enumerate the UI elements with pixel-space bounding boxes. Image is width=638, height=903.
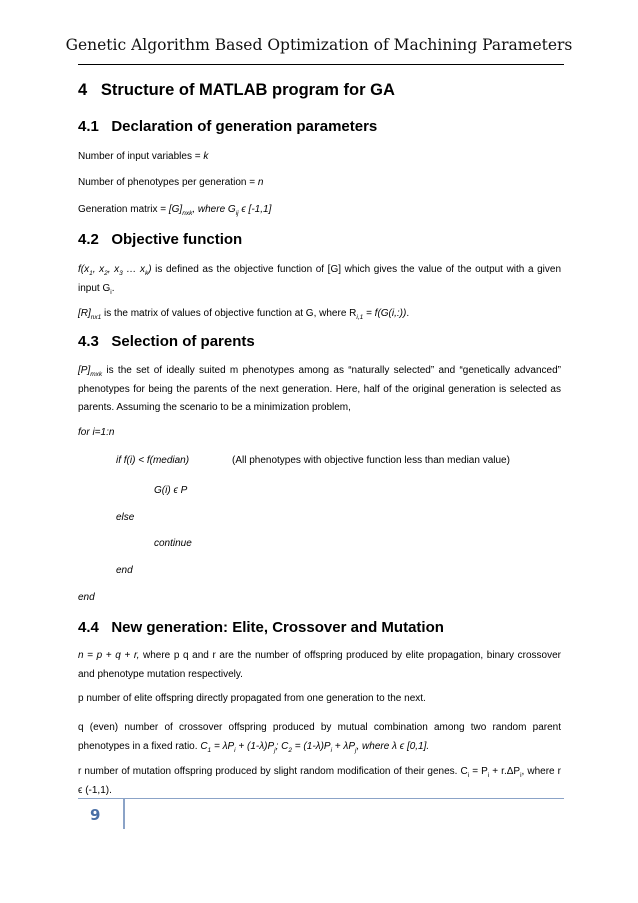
code-else: else: [116, 512, 135, 523]
crossover-offspring-paragraph: q (even) number of crossover offspring produced by mutual combination among two random parent phenotypes in a fixed ratio. $C_1 = \lambda P_i + (1-\lambda)P_j$; $C_2 = (1-\lambda)P_i + \lambda P_j$, where λ ϵ [0,1].: [78, 722, 561, 754]
section-4-1-heading: 4.1 Declaration of generation parameters: [78, 118, 378, 135]
mutation-offspring-paragraph: r number of mutation offspring produced by slight random modification of their genes. $C_i = P_i + r.\Delta P_i$, where r ϵ (-1,1).: [78, 766, 561, 796]
section-4-2-heading: 4.2 Objective function: [78, 231, 243, 248]
running-header: Genetic Algorithm Based Optimization of Machining Parameters: [65, 36, 573, 54]
param-generation-matrix: Generation matrix = $[G]_{nxk}$, where $G_{ij}$ ϵ [-1,1]: [78, 204, 272, 217]
page-number: 9: [90, 806, 101, 824]
code-continue: continue: [154, 538, 192, 549]
objective-function-definition: $f(x_1$, $x_2$, $x_3$ … $x_k$) is defined as the objective function of [G] which gives the value of the output with a given input $G_i$.: [78, 264, 562, 296]
code-end-outer: end: [78, 592, 95, 603]
generation-size-paragraph: n = p + q + r, where p q and r are the number of offspring produced by elite propagation, binary crossover and phenotype mutation respectively.: [78, 650, 561, 680]
parent-selection-paragraph: $[P]_{mxk}$ is the set of ideally suited m phenotypes among as “naturally selected” and “genetically advanced” phenotypes for being the parents of the next generation. Here, half of the original generation is selected as parents. Assuming the scenario to be a minimization problem,: [78, 365, 561, 413]
code-if-condition: if f(i) < f(median): [116, 455, 190, 466]
code-end-inner: end: [116, 565, 133, 576]
section-4-heading: 4 Structure of MATLAB program for GA: [78, 81, 395, 99]
footer-divider: [78, 798, 564, 799]
header-divider: [78, 64, 564, 65]
code-comment: (All phenotypes with objective function less than median value): [232, 455, 510, 466]
param-input-variables: Number of input variables = k: [78, 151, 209, 162]
code-assign: G(i) ϵ P: [154, 485, 188, 496]
objective-value-matrix: $[R]_{nx1}$ is the matrix of values of objective function at G, where $R_{i,1}$ = f(G(i,:)).: [78, 308, 410, 321]
section-4-4-heading: 4.4 New generation: Elite, Crossover and Mutation: [78, 619, 444, 636]
code-for-loop: for i=1:n: [78, 427, 115, 438]
footer-vertical-bar: [123, 799, 125, 829]
section-4-3-heading: 4.3 Selection of parents: [78, 333, 255, 350]
elite-offspring-paragraph: p number of elite offspring directly propagated from one generation to the next.: [78, 693, 426, 704]
param-phenotypes-per-generation: Number of phenotypes per generation = n: [78, 177, 264, 188]
